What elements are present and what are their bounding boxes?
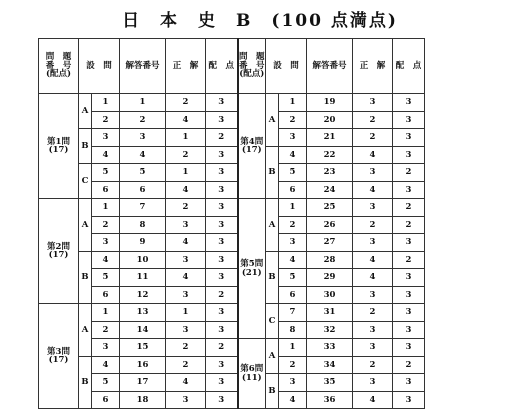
answer-number-cell: 35	[307, 374, 353, 392]
correct-answer-cell: 2	[166, 146, 206, 164]
correct-answer-cell: 2	[166, 339, 206, 357]
answer-number-cell: 14	[120, 321, 166, 339]
correct-answer-cell: 3	[353, 339, 393, 357]
section-cell: B	[266, 374, 279, 409]
answer-number-cell: 6	[120, 181, 166, 199]
answer-number-cell: 32	[307, 321, 353, 339]
section-cell: A	[79, 199, 92, 252]
page-title: 日 本 史 B (100 点満点)	[122, 11, 398, 31]
sub-question-cell: 3	[92, 339, 120, 357]
table-row	[39, 164, 425, 182]
answer-number-cell: 34	[307, 356, 353, 374]
header-correct-right: 正 解	[353, 39, 393, 94]
sub-question-cell: 3	[279, 374, 307, 392]
table-row	[39, 356, 425, 374]
correct-answer-cell: 3	[353, 199, 393, 217]
points-cell: 2	[393, 251, 425, 269]
sub-question-cell: 7	[279, 304, 307, 322]
answer-number-cell: 24	[307, 181, 353, 199]
correct-answer-cell: 1	[166, 304, 206, 322]
table-row	[39, 199, 425, 217]
answer-number-cell: 20	[307, 111, 353, 129]
sub-question-cell: 1	[92, 199, 120, 217]
points-cell: 3	[206, 216, 238, 234]
header-question-line3: (配点)	[239, 69, 265, 80]
points-cell: 3	[393, 129, 425, 147]
header-question-number	[39, 39, 79, 94]
answer-number-cell: 4	[120, 146, 166, 164]
sub-question-cell: 2	[92, 216, 120, 234]
question-number-cell	[39, 304, 79, 409]
header-question-line2: 番 号	[238, 60, 265, 71]
correct-answer-cell: 4	[166, 111, 206, 129]
points-cell: 3	[206, 391, 238, 409]
section-cell: B	[266, 251, 279, 304]
sub-question-cell: 2	[279, 111, 307, 129]
sub-question-cell: 5	[279, 269, 307, 287]
correct-answer-cell: 3	[353, 286, 393, 304]
header-row	[39, 39, 425, 94]
table-row	[39, 304, 425, 322]
points-cell: 3	[206, 374, 238, 392]
correct-answer-cell: 2	[353, 111, 393, 129]
sub-question-cell: 6	[279, 286, 307, 304]
answer-number-cell: 18	[120, 391, 166, 409]
table-row	[39, 269, 425, 287]
sub-question-cell: 4	[92, 356, 120, 374]
header-answer-number: 解答番号	[120, 39, 166, 94]
table-row	[39, 286, 425, 304]
points-cell: 3	[206, 111, 238, 129]
sub-question-cell: 5	[279, 164, 307, 182]
table-row	[39, 146, 425, 164]
correct-answer-cell: 3	[353, 234, 393, 252]
correct-answer-cell: 2	[353, 216, 393, 234]
header-question-line3: (配点)	[45, 69, 72, 80]
sub-question-cell: 6	[92, 391, 120, 409]
answer-number-cell: 36	[307, 391, 353, 409]
points-cell: 2	[206, 286, 238, 304]
answer-number-cell: 2	[120, 111, 166, 129]
header-points: 配 点	[206, 39, 238, 94]
section-cell: A	[79, 304, 92, 357]
question-score: (17)	[48, 355, 69, 365]
sub-question-cell: 1	[279, 199, 307, 217]
points-cell: 3	[393, 374, 425, 392]
sub-question-cell: 2	[279, 356, 307, 374]
sub-question-cell: 1	[92, 304, 120, 322]
sub-question-cell: 4	[279, 251, 307, 269]
correct-answer-cell: 3	[353, 164, 393, 182]
answer-number-cell: 31	[307, 304, 353, 322]
sub-question-cell: 3	[279, 129, 307, 147]
correct-answer-cell: 4	[353, 269, 393, 287]
correct-answer-cell: 2	[353, 129, 393, 147]
answer-number-cell: 21	[307, 129, 353, 147]
header-points-right: 配 点	[393, 39, 425, 94]
points-cell: 3	[393, 111, 425, 129]
answer-number-cell: 12	[120, 286, 166, 304]
table-row	[39, 129, 425, 147]
points-cell: 3	[206, 269, 238, 287]
sub-question-cell: 2	[92, 321, 120, 339]
question-label: 第4問	[240, 136, 264, 147]
header-question-line1: 問 題	[238, 52, 265, 63]
sub-question-cell: 4	[92, 146, 120, 164]
correct-answer-cell: 3	[353, 321, 393, 339]
sub-question-cell: 6	[92, 286, 120, 304]
correct-answer-cell: 4	[353, 146, 393, 164]
points-cell: 3	[393, 321, 425, 339]
correct-answer-cell: 2	[166, 199, 206, 217]
sub-question-cell: 5	[92, 269, 120, 287]
points-cell: 3	[206, 199, 238, 217]
sub-question-cell: 2	[279, 216, 307, 234]
header-question-line2: 番 号	[45, 60, 72, 71]
points-cell: 3	[393, 181, 425, 199]
points-cell: 3	[206, 146, 238, 164]
question-score: (17)	[48, 145, 69, 155]
table-row	[39, 94, 425, 112]
table-row	[39, 111, 425, 129]
answer-number-cell: 1	[120, 94, 166, 112]
header-question-line1: 問 題	[45, 52, 72, 63]
answer-number-cell: 8	[120, 216, 166, 234]
points-cell: 3	[393, 234, 425, 252]
points-cell: 3	[206, 234, 238, 252]
question-number-cell	[238, 199, 266, 339]
question-number-cell	[39, 94, 79, 199]
sub-question-cell: 4	[279, 391, 307, 409]
answer-number-cell: 25	[307, 199, 353, 217]
points-cell: 3	[206, 356, 238, 374]
correct-answer-cell: 2	[166, 356, 206, 374]
question-number-cell	[238, 339, 266, 409]
correct-answer-cell: 2	[353, 304, 393, 322]
question-score: (21)	[241, 267, 262, 278]
points-cell: 3	[393, 146, 425, 164]
answer-key-table	[38, 38, 425, 409]
correct-answer-cell: 4	[353, 391, 393, 409]
answer-number-cell: 5	[120, 164, 166, 182]
section-cell: A	[266, 94, 279, 147]
table-row	[39, 374, 425, 392]
correct-answer-cell: 3	[166, 321, 206, 339]
table-row	[39, 391, 425, 409]
correct-answer-cell: 2	[166, 94, 206, 112]
section-cell: C	[79, 164, 92, 199]
points-cell: 3	[393, 286, 425, 304]
points-cell: 3	[206, 251, 238, 269]
header-setsumon-right: 設 問	[266, 39, 307, 94]
table-row	[39, 321, 425, 339]
points-cell: 2	[206, 339, 238, 357]
header-setsumon: 設 問	[79, 39, 120, 94]
answer-number-cell: 16	[120, 356, 166, 374]
points-cell: 3	[393, 94, 425, 112]
section-cell: A	[266, 339, 279, 374]
header-answer-number-right: 解答番号	[307, 39, 353, 94]
table-row	[39, 181, 425, 199]
table-row	[39, 339, 425, 357]
sub-question-cell: 5	[92, 374, 120, 392]
question-label: 第5問	[240, 259, 264, 269]
answer-number-cell: 17	[120, 374, 166, 392]
correct-answer-cell: 3	[353, 374, 393, 392]
sub-question-cell: 1	[92, 94, 120, 112]
points-cell: 3	[206, 304, 238, 322]
section-cell: C	[266, 304, 279, 339]
table-row	[39, 234, 425, 252]
answer-number-cell: 23	[307, 164, 353, 182]
correct-answer-cell: 3	[353, 94, 393, 112]
question-score: (17)	[48, 250, 69, 260]
points-cell: 2	[206, 129, 238, 147]
answer-number-cell: 30	[307, 286, 353, 304]
section-cell: B	[79, 356, 92, 409]
correct-answer-cell: 4	[166, 234, 206, 252]
answer-number-cell: 7	[120, 199, 166, 217]
points-cell: 3	[206, 181, 238, 199]
answer-table-body	[39, 94, 425, 409]
question-label: 第2問	[47, 241, 70, 252]
answer-number-cell: 26	[307, 216, 353, 234]
question-label: 第6問	[240, 364, 264, 374]
section-cell: B	[79, 129, 92, 164]
answer-number-cell: 3	[120, 129, 166, 147]
answer-number-cell: 10	[120, 251, 166, 269]
section-cell: A	[79, 94, 92, 129]
sub-question-cell: 1	[279, 339, 307, 357]
table-row	[39, 216, 425, 234]
correct-answer-cell: 2	[353, 356, 393, 374]
answer-number-cell: 22	[307, 146, 353, 164]
correct-answer-cell: 4	[353, 251, 393, 269]
question-score: (17)	[241, 145, 262, 155]
sub-question-cell: 8	[279, 321, 307, 339]
correct-answer-cell: 4	[166, 374, 206, 392]
section-cell: B	[79, 251, 92, 304]
points-cell: 3	[206, 164, 238, 182]
points-cell: 3	[393, 269, 425, 287]
table-row	[39, 251, 425, 269]
points-cell: 3	[393, 391, 425, 409]
answer-number-cell: 9	[120, 234, 166, 252]
answer-number-cell: 28	[307, 251, 353, 269]
question-number-cell	[39, 199, 79, 304]
answer-number-cell: 15	[120, 339, 166, 357]
question-score: (11)	[241, 372, 262, 383]
sub-question-cell: 4	[92, 251, 120, 269]
correct-answer-cell: 4	[166, 269, 206, 287]
points-cell: 2	[393, 199, 425, 217]
question-label: 第1問	[47, 136, 70, 147]
points-cell: 2	[393, 164, 425, 182]
points-cell: 3	[206, 94, 238, 112]
section-cell: A	[266, 199, 279, 252]
points-cell: 2	[393, 216, 425, 234]
sub-question-cell: 1	[279, 94, 307, 112]
header-correct: 正 解	[166, 39, 206, 94]
answer-number-cell: 13	[120, 304, 166, 322]
section-cell: B	[266, 146, 279, 199]
answer-number-cell: 33	[307, 339, 353, 357]
correct-answer-cell: 1	[166, 164, 206, 182]
correct-answer-cell: 3	[166, 391, 206, 409]
question-number-cell	[238, 94, 266, 199]
answer-number-cell: 29	[307, 269, 353, 287]
correct-answer-cell: 3	[166, 216, 206, 234]
sub-question-cell: 3	[92, 234, 120, 252]
answer-number-cell: 27	[307, 234, 353, 252]
points-cell: 3	[206, 321, 238, 339]
sub-question-cell: 6	[92, 181, 120, 199]
sub-question-cell: 6	[279, 181, 307, 199]
sub-question-cell: 2	[92, 111, 120, 129]
question-label: 第3問	[47, 346, 70, 357]
sub-question-cell: 3	[279, 234, 307, 252]
sub-question-cell: 4	[279, 146, 307, 164]
points-cell: 2	[393, 356, 425, 374]
answer-number-cell: 11	[120, 269, 166, 287]
correct-answer-cell: 3	[166, 251, 206, 269]
correct-answer-cell: 4	[353, 181, 393, 199]
sub-question-cell: 3	[92, 129, 120, 147]
correct-answer-cell: 3	[166, 286, 206, 304]
header-question-number-right	[238, 39, 266, 94]
answer-number-cell: 19	[307, 94, 353, 112]
sub-question-cell: 5	[92, 164, 120, 182]
points-cell: 3	[393, 339, 425, 357]
points-cell: 3	[393, 304, 425, 322]
correct-answer-cell: 1	[166, 129, 206, 147]
correct-answer-cell: 4	[166, 181, 206, 199]
